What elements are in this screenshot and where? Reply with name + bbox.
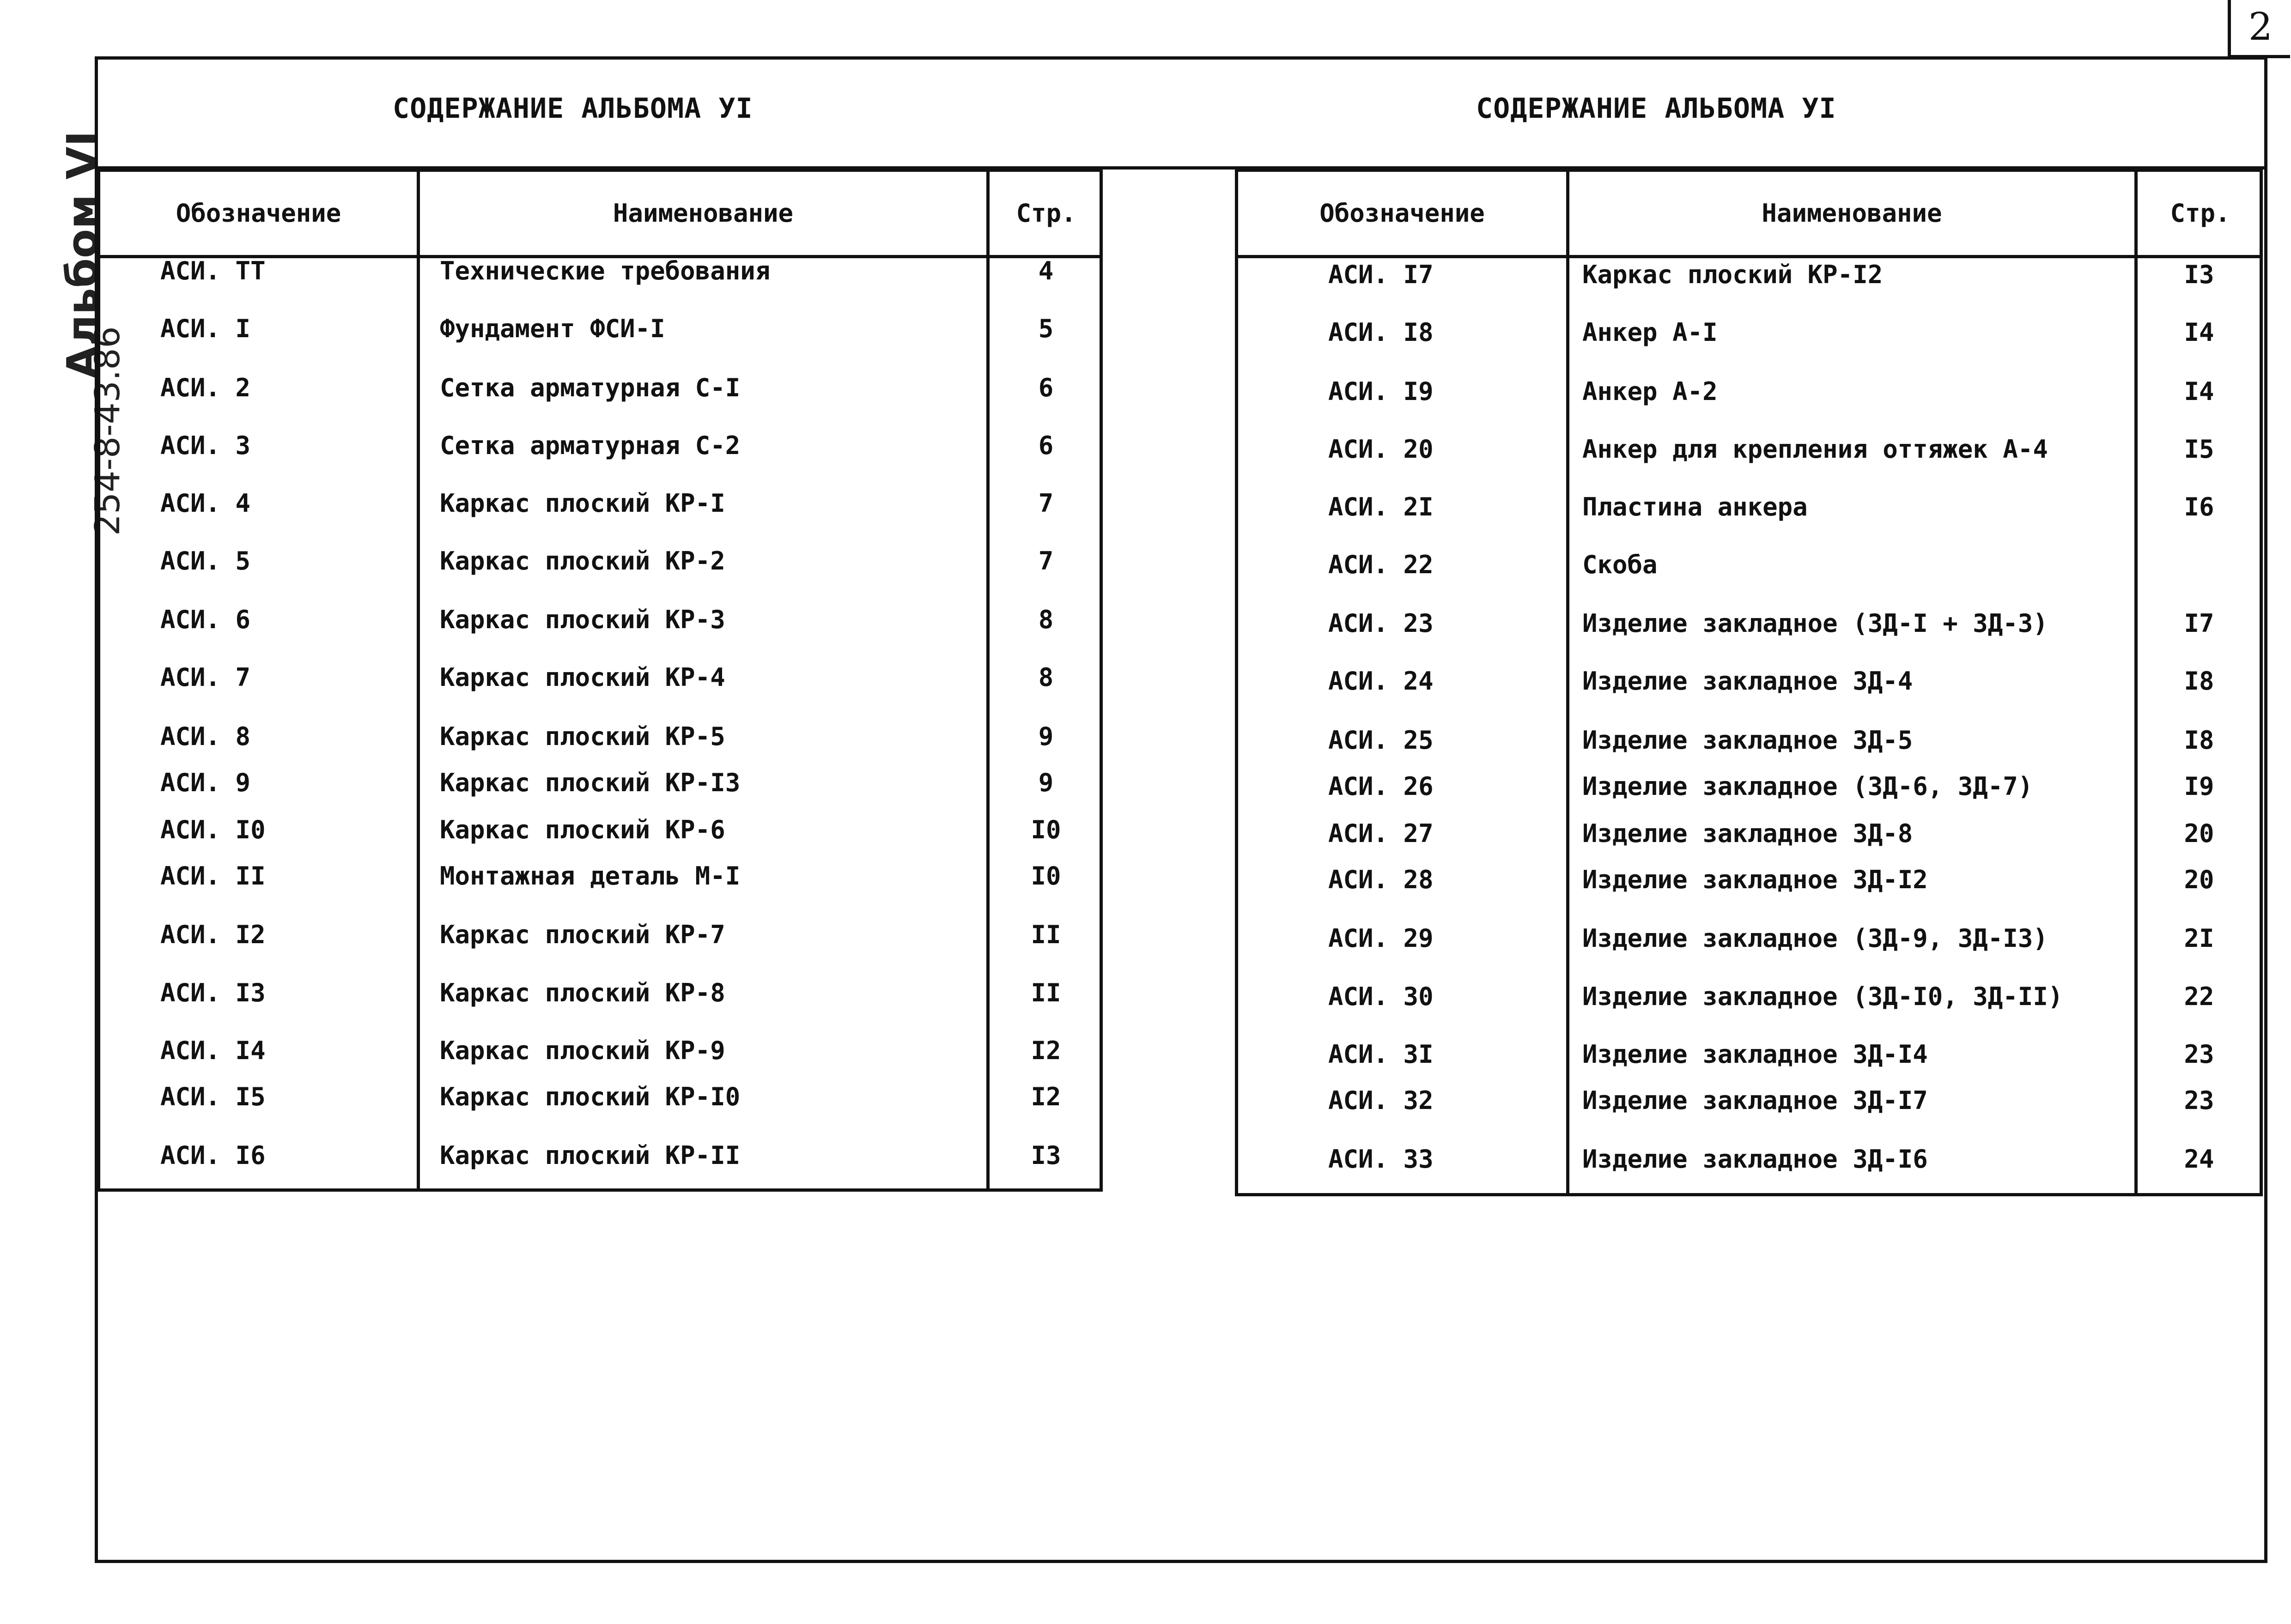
table-row [100, 812, 1100, 848]
row-designation: АСИ. 5 [160, 546, 251, 576]
row-designation: АСИ. I8 [1328, 318, 1434, 347]
header-page: Стр. [1016, 199, 1076, 228]
table-row [1238, 546, 2260, 583]
row-name: Анкер для крепления оттяжек А-4 [1582, 435, 2048, 464]
table-row [100, 1137, 1100, 1174]
table-row [100, 1032, 1100, 1069]
row-designation: АСИ. 22 [1328, 550, 1434, 579]
table-row [1238, 314, 2260, 351]
table-row [100, 427, 1100, 464]
row-designation: АСИ. 4 [160, 489, 251, 518]
row-designation: АСИ. I2 [160, 920, 266, 949]
row-page: I4 [2184, 318, 2214, 347]
row-page: I2 [1031, 1082, 1061, 1111]
row-name: Каркас плоский КР-2 [440, 546, 725, 576]
row-page: 9 [1038, 722, 1054, 751]
table-row [1238, 815, 2260, 852]
row-name: Изделие закладное ЗД-8 [1582, 819, 1913, 848]
row-designation: АСИ. I5 [160, 1082, 266, 1111]
table-row [1238, 1082, 2260, 1119]
row-page: I3 [1031, 1141, 1061, 1170]
row-page: 9 [1038, 768, 1054, 797]
row-name: Изделие закладное ЗД-4 [1582, 667, 1913, 696]
table-row [100, 601, 1100, 638]
header-name: Наименование [1762, 199, 1942, 228]
row-designation: АСИ. 23 [1328, 609, 1434, 638]
row-name: Каркас плоский КР-I3 [440, 768, 741, 797]
row-name: Сетка арматурная С-2 [440, 431, 741, 460]
row-page: I9 [2184, 772, 2214, 801]
row-page: 7 [1038, 546, 1054, 576]
row-page: I3 [2184, 260, 2214, 289]
table-row [1238, 722, 2260, 759]
row-name: Изделие закладное ЗД-5 [1582, 726, 1913, 755]
row-page: I0 [1031, 815, 1061, 844]
row-name: Каркас плоский КР-4 [440, 663, 725, 692]
row-page: I2 [1031, 1036, 1061, 1065]
row-page: 23 [2184, 1040, 2214, 1069]
row-name: Каркас плоский КР-7 [440, 920, 725, 949]
row-designation: АСИ. 24 [1328, 667, 1434, 696]
table-row [1238, 373, 2260, 410]
row-name: Изделие закладное (ЗД-I0, ЗД-II) [1582, 982, 2063, 1011]
row-designation: АСИ. 3 [160, 431, 251, 460]
header-designation: Обозначение [176, 199, 341, 228]
table-row [1238, 768, 2260, 805]
row-page: I4 [2184, 377, 2214, 406]
table-row [100, 764, 1100, 801]
row-page: I7 [2184, 609, 2214, 638]
row-page: I5 [2184, 435, 2214, 464]
row-name: Изделие закладное (ЗД-9, ЗД-I3) [1582, 924, 2048, 953]
row-page: I6 [2184, 492, 2214, 521]
row-page: I8 [2184, 667, 2214, 696]
row-name: Изделие закладное ЗД-I7 [1582, 1086, 1928, 1115]
table-row [1238, 431, 2260, 468]
row-name: Каркас плоский КР-5 [440, 722, 725, 751]
album-contents-title-left: СОДЕРЖАНИЕ АЛЬБОМА УI [393, 92, 753, 125]
row-name: Анкер А-2 [1582, 377, 1718, 406]
row-name: Каркас плоский КР-3 [440, 605, 725, 634]
row-designation: АСИ. 27 [1328, 819, 1434, 848]
table-row [1238, 489, 2260, 526]
table-row [1238, 605, 2260, 642]
row-designation: АСИ. 2 [160, 373, 251, 402]
row-designation: АСИ. 30 [1328, 982, 1434, 1011]
table-row [1238, 978, 2260, 1015]
page-number: 2 [2228, 0, 2290, 58]
row-designation: АСИ. I3 [160, 978, 266, 1007]
album-stamp-label: Альбом VI [58, 131, 107, 379]
row-designation: АСИ. 8 [160, 722, 251, 751]
row-name: Технические требования [440, 256, 771, 285]
row-name: Изделие закладное ЗД-I6 [1582, 1145, 1928, 1174]
row-page: 4 [1038, 256, 1054, 285]
row-designation: АСИ. I7 [1328, 260, 1434, 289]
row-page: I0 [1031, 861, 1061, 891]
contents-table-right [1235, 169, 2263, 1196]
row-name: Монтажная деталь М-I [440, 861, 741, 891]
row-page: 20 [2184, 819, 2214, 848]
row-designation: АСИ. 29 [1328, 924, 1434, 953]
row-designation: АСИ. I [160, 314, 251, 343]
row-page: 24 [2184, 1145, 2214, 1174]
row-designation: АСИ. I0 [160, 815, 266, 844]
contents-table-left [97, 169, 1103, 1192]
header-designation: Обозначение [1319, 199, 1485, 228]
row-name: Сетка арматурная С-I [440, 373, 741, 402]
album-contents-title-right: СОДЕРЖАНИЕ АЛЬБОМА УI [1476, 92, 1836, 125]
row-designation: АСИ. 20 [1328, 435, 1434, 464]
row-designation: АСИ. ТТ [160, 256, 266, 285]
row-name: Каркас плоский КР-8 [440, 978, 725, 1007]
table-row [100, 975, 1100, 1012]
table-row [1238, 1036, 2260, 1073]
row-name: Каркас плоский КР-I [440, 489, 725, 518]
table-row [100, 310, 1100, 347]
row-designation: АСИ. 32 [1328, 1086, 1434, 1115]
row-name: Изделие закладное ЗД-I2 [1582, 865, 1928, 894]
table-row [100, 543, 1100, 580]
row-designation: АСИ. 6 [160, 605, 251, 634]
row-page: II [1031, 920, 1061, 949]
table-row [100, 370, 1100, 406]
row-name: Изделие закладное (ЗД-6, ЗД-7) [1582, 772, 2033, 801]
table-row [1238, 861, 2260, 898]
row-name: Скоба [1582, 550, 1658, 579]
row-name: Каркас плоский КР-II [440, 1141, 741, 1170]
row-page: 5 [1038, 314, 1054, 343]
row-name: Анкер А-I [1582, 318, 1718, 347]
row-designation: АСИ. II [160, 861, 266, 891]
table-row [100, 485, 1100, 522]
row-page: 2I [2184, 924, 2214, 953]
row-page: 7 [1038, 489, 1054, 518]
row-page: 22 [2184, 982, 2214, 1011]
row-designation: АСИ. I4 [160, 1036, 266, 1065]
row-designation: АСИ. 3I [1328, 1040, 1434, 1069]
table-row [1238, 920, 2260, 957]
row-name: Изделие закладное (ЗД-I + ЗД-3) [1582, 609, 2048, 638]
row-name: Каркас плоский КР-I2 [1582, 260, 1883, 289]
row-name: Каркас плоский КР-I0 [440, 1082, 741, 1111]
table-row [100, 858, 1100, 895]
table-row [100, 916, 1100, 953]
row-designation: АСИ. 26 [1328, 772, 1434, 801]
table-row [1238, 256, 2260, 293]
table-row [100, 659, 1100, 696]
row-page: 6 [1038, 431, 1054, 460]
row-designation: АСИ. I9 [1328, 377, 1434, 406]
row-name: Каркас плоский КР-9 [440, 1036, 725, 1065]
row-page: 8 [1038, 605, 1054, 634]
row-name: Фундамент ФСИ-I [440, 314, 665, 343]
row-designation: АСИ. 9 [160, 768, 251, 797]
row-name: Пластина анкера [1582, 492, 1808, 521]
row-designation: АСИ. 2I [1328, 492, 1434, 521]
table-row [100, 718, 1100, 755]
row-designation: АСИ. 7 [160, 663, 251, 692]
table-row [100, 1079, 1100, 1115]
row-page: 20 [2184, 865, 2214, 894]
row-name: Изделие закладное ЗД-I4 [1582, 1040, 1928, 1069]
row-designation: АСИ. 25 [1328, 726, 1434, 755]
row-name: Каркас плоский КР-6 [440, 815, 725, 844]
header-name: Наименование [613, 199, 794, 228]
row-page: 6 [1038, 373, 1054, 402]
row-page: I8 [2184, 726, 2214, 755]
row-page: 8 [1038, 663, 1054, 692]
table-row [1238, 663, 2260, 700]
side-stamp [9, 18, 128, 711]
table-row [1238, 1141, 2260, 1178]
project-code-stamp: 254-8-43.86 [88, 326, 128, 536]
row-designation: АСИ. I6 [160, 1141, 266, 1170]
row-designation: АСИ. 33 [1328, 1145, 1434, 1174]
header-page: Стр. [2170, 199, 2230, 228]
table-row [100, 253, 1100, 290]
row-page: II [1031, 978, 1061, 1007]
row-page: 23 [2184, 1086, 2214, 1115]
row-designation: АСИ. 28 [1328, 865, 1434, 894]
